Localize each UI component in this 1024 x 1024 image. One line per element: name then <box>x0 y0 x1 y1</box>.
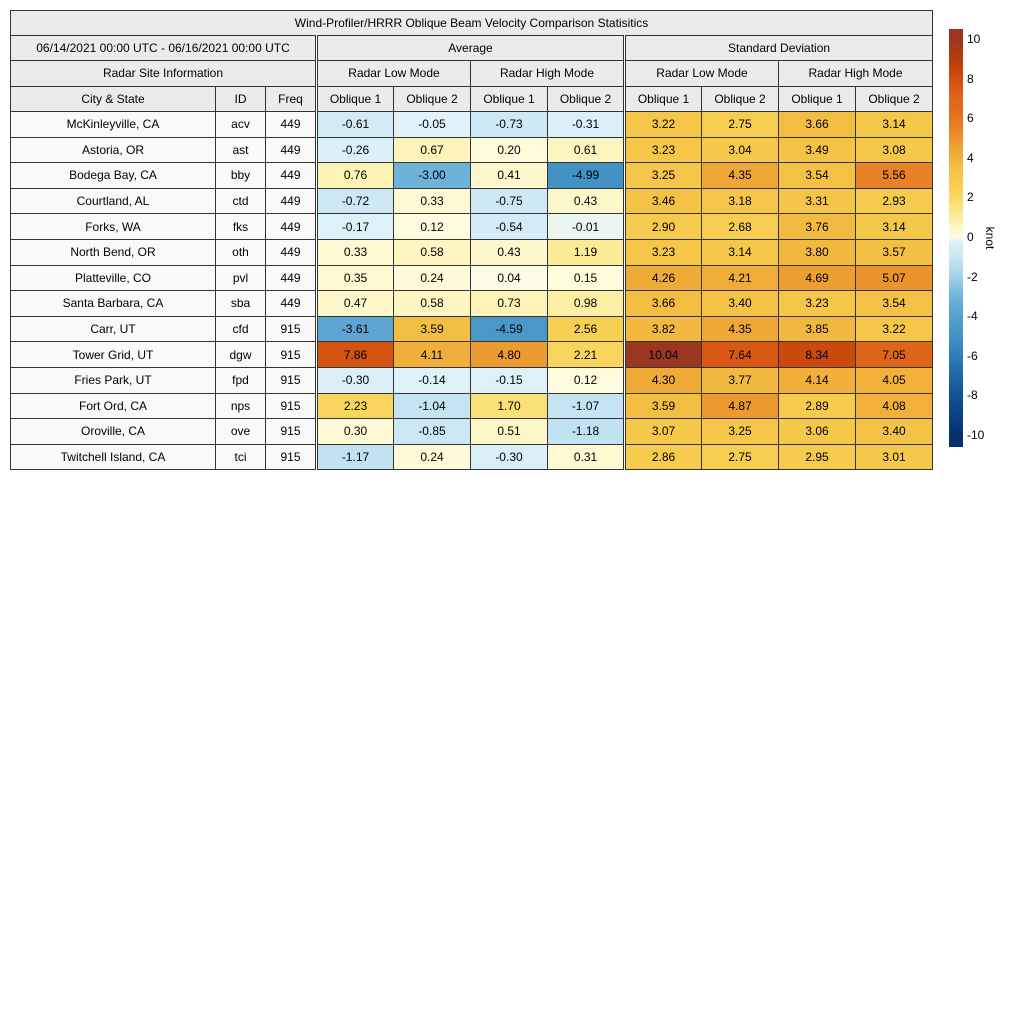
value-cell: 3.85 <box>779 316 856 342</box>
value-cell: 3.77 <box>702 367 779 393</box>
group-header-average: Average <box>317 35 625 61</box>
value-cell: 0.24 <box>394 265 471 291</box>
group-row <box>11 35 933 61</box>
date-range: 06/14/2021 00:00 UTC - 06/16/2021 00:00 UTC <box>11 35 317 61</box>
value-cell: -0.14 <box>394 367 471 393</box>
table-row <box>11 239 933 265</box>
value-cell: 3.23 <box>625 137 702 163</box>
value-cell: 4.14 <box>779 367 856 393</box>
value-cell: 3.59 <box>394 316 471 342</box>
colorbar-tick-label: 8 <box>967 71 974 86</box>
table-row <box>11 163 933 189</box>
value-cell: 3.25 <box>625 163 702 189</box>
freq-cell: 449 <box>266 137 317 163</box>
value-cell: 5.56 <box>856 163 933 189</box>
site-id-cell: fpd <box>216 367 266 393</box>
value-cell: 3.01 <box>856 444 933 470</box>
value-cell: 3.49 <box>779 137 856 163</box>
value-cell: 0.76 <box>317 163 394 189</box>
table-row <box>11 367 933 393</box>
value-cell: -0.01 <box>548 214 625 240</box>
site-id-cell: sba <box>216 291 266 317</box>
site-id-cell: cfd <box>216 316 266 342</box>
value-cell: 3.04 <box>702 137 779 163</box>
colorbar-tick-label: 2 <box>967 190 974 205</box>
colorbar-tick-label: 4 <box>967 150 974 165</box>
freq-cell: 449 <box>266 163 317 189</box>
value-cell: 2.89 <box>779 393 856 419</box>
value-cell: 3.54 <box>779 163 856 189</box>
value-cell: 0.12 <box>394 214 471 240</box>
table-row <box>11 444 933 470</box>
city-cell: Courtland, AL <box>11 188 216 214</box>
value-cell: 2.93 <box>856 188 933 214</box>
city-cell: Fries Park, UT <box>11 367 216 393</box>
value-cell: 4.30 <box>625 367 702 393</box>
value-cell: 7.05 <box>856 342 933 368</box>
value-cell: 0.33 <box>394 188 471 214</box>
table-row <box>11 265 933 291</box>
value-cell: 4.26 <box>625 265 702 291</box>
value-cell: 0.67 <box>394 137 471 163</box>
col-oblique1: Oblique 1 <box>625 86 702 112</box>
value-cell: 0.30 <box>317 419 394 445</box>
value-cell: -0.17 <box>317 214 394 240</box>
value-cell: 4.35 <box>702 316 779 342</box>
value-cell: 0.58 <box>394 239 471 265</box>
value-cell: -0.30 <box>471 444 548 470</box>
freq-cell: 449 <box>266 188 317 214</box>
value-cell: 0.41 <box>471 163 548 189</box>
value-cell: 3.66 <box>779 112 856 138</box>
site-id-cell: tci <box>216 444 266 470</box>
city-cell: Santa Barbara, CA <box>11 291 216 317</box>
value-cell: 8.34 <box>779 342 856 368</box>
colorbar-tick-label: -6 <box>967 348 978 363</box>
value-cell: -4.59 <box>471 316 548 342</box>
value-cell: 4.08 <box>856 393 933 419</box>
col-oblique2: Oblique 2 <box>856 86 933 112</box>
table-row <box>11 316 933 342</box>
mode-row <box>11 61 933 87</box>
table-header <box>11 11 933 112</box>
value-cell: 3.46 <box>625 188 702 214</box>
col-city-state: City & State <box>11 86 216 112</box>
site-id-cell: dgw <box>216 342 266 368</box>
value-cell: 3.14 <box>856 112 933 138</box>
value-cell: 3.25 <box>702 419 779 445</box>
table-row <box>11 419 933 445</box>
city-cell: Forks, WA <box>11 214 216 240</box>
value-cell: 2.86 <box>625 444 702 470</box>
avg-high-mode-header: Radar High Mode <box>471 61 625 87</box>
city-cell: Tower Grid, UT <box>11 342 216 368</box>
table-row <box>11 112 933 138</box>
freq-cell: 449 <box>266 265 317 291</box>
freq-cell: 915 <box>266 342 317 368</box>
city-cell: Oroville, CA <box>11 419 216 445</box>
table-row <box>11 393 933 419</box>
value-cell: -1.17 <box>317 444 394 470</box>
colorbar-tick-label: -8 <box>967 388 978 403</box>
value-cell: -0.73 <box>471 112 548 138</box>
city-cell: Fort Ord, CA <box>11 393 216 419</box>
statistics-table <box>10 10 933 470</box>
city-cell: Astoria, OR <box>11 137 216 163</box>
site-id-cell: bby <box>216 163 266 189</box>
value-cell: 0.31 <box>548 444 625 470</box>
value-cell: 0.12 <box>548 367 625 393</box>
value-cell: 4.87 <box>702 393 779 419</box>
value-cell: 0.20 <box>471 137 548 163</box>
value-cell: 2.56 <box>548 316 625 342</box>
value-cell: 4.21 <box>702 265 779 291</box>
col-oblique1: Oblique 1 <box>317 86 394 112</box>
value-cell: 3.40 <box>702 291 779 317</box>
value-cell: -0.30 <box>317 367 394 393</box>
value-cell: 3.22 <box>856 316 933 342</box>
value-cell: 0.33 <box>317 239 394 265</box>
value-cell: -0.61 <box>317 112 394 138</box>
site-id-cell: pvl <box>216 265 266 291</box>
colorbar-tick-label: 6 <box>967 111 974 126</box>
freq-cell: 449 <box>266 291 317 317</box>
value-cell: 2.23 <box>317 393 394 419</box>
value-cell: 3.40 <box>856 419 933 445</box>
value-cell: 3.06 <box>779 419 856 445</box>
value-cell: 0.98 <box>548 291 625 317</box>
value-cell: 0.73 <box>471 291 548 317</box>
value-cell: 3.82 <box>625 316 702 342</box>
value-cell: 2.21 <box>548 342 625 368</box>
colorbar-unit-label: knot <box>983 226 997 250</box>
freq-cell: 449 <box>266 239 317 265</box>
value-cell: 2.95 <box>779 444 856 470</box>
value-cell: 3.18 <box>702 188 779 214</box>
colorbar-tick-label: -4 <box>967 309 978 324</box>
value-cell: 3.22 <box>625 112 702 138</box>
freq-cell: 915 <box>266 444 317 470</box>
value-cell: 0.43 <box>471 239 548 265</box>
city-cell: Twitchell Island, CA <box>11 444 216 470</box>
city-cell: Platteville, CO <box>11 265 216 291</box>
value-cell: -4.99 <box>548 163 625 189</box>
value-cell: 3.66 <box>625 291 702 317</box>
value-cell: 4.05 <box>856 367 933 393</box>
value-cell: 0.24 <box>394 444 471 470</box>
freq-cell: 915 <box>266 316 317 342</box>
value-cell: -0.05 <box>394 112 471 138</box>
radar-site-info-header: Radar Site Information <box>11 61 317 87</box>
value-cell: 2.90 <box>625 214 702 240</box>
value-cell: 0.15 <box>548 265 625 291</box>
value-cell: 3.76 <box>779 214 856 240</box>
avg-low-mode-header: Radar Low Mode <box>317 61 471 87</box>
value-cell: -0.26 <box>317 137 394 163</box>
col-oblique2: Oblique 2 <box>394 86 471 112</box>
value-cell: 3.23 <box>625 239 702 265</box>
column-header-row <box>11 86 933 112</box>
value-cell: -0.75 <box>471 188 548 214</box>
value-cell: 7.64 <box>702 342 779 368</box>
value-cell: 3.54 <box>856 291 933 317</box>
table-row <box>11 214 933 240</box>
colorbar-tick-label: -2 <box>967 269 978 284</box>
freq-cell: 449 <box>266 214 317 240</box>
col-oblique2: Oblique 2 <box>702 86 779 112</box>
value-cell: 4.69 <box>779 265 856 291</box>
title-row <box>11 11 933 36</box>
value-cell: 2.68 <box>702 214 779 240</box>
std-low-mode-header: Radar Low Mode <box>625 61 779 87</box>
table-row <box>11 137 933 163</box>
site-id-cell: oth <box>216 239 266 265</box>
value-cell: 3.57 <box>856 239 933 265</box>
table-body <box>11 112 933 470</box>
value-cell: 0.04 <box>471 265 548 291</box>
colorbar-tick-label: 10 <box>967 31 981 46</box>
table-row <box>11 188 933 214</box>
site-id-cell: acv <box>216 112 266 138</box>
value-cell: 3.59 <box>625 393 702 419</box>
city-cell: McKinleyville, CA <box>11 112 216 138</box>
freq-cell: 915 <box>266 419 317 445</box>
value-cell: -0.31 <box>548 112 625 138</box>
table-title: Wind-Profiler/HRRR Oblique Beam Velocity Comparison Statisitics <box>11 11 933 36</box>
freq-cell: 915 <box>266 393 317 419</box>
value-cell: 0.58 <box>394 291 471 317</box>
city-cell: Bodega Bay, CA <box>11 163 216 189</box>
value-cell: -1.18 <box>548 419 625 445</box>
value-cell: -1.07 <box>548 393 625 419</box>
value-cell: 0.43 <box>548 188 625 214</box>
colorbar <box>949 29 963 447</box>
value-cell: -1.04 <box>394 393 471 419</box>
col-oblique1: Oblique 1 <box>779 86 856 112</box>
value-cell: 0.51 <box>471 419 548 445</box>
value-cell: 1.19 <box>548 239 625 265</box>
city-cell: North Bend, OR <box>11 239 216 265</box>
colorbar-tick-label: -10 <box>967 428 985 443</box>
col-oblique1: Oblique 1 <box>471 86 548 112</box>
value-cell: -0.15 <box>471 367 548 393</box>
site-id-cell: ctd <box>216 188 266 214</box>
value-cell: 1.70 <box>471 393 548 419</box>
value-cell: -0.85 <box>394 419 471 445</box>
table-row <box>11 291 933 317</box>
value-cell: 10.04 <box>625 342 702 368</box>
std-high-mode-header: Radar High Mode <box>779 61 933 87</box>
city-cell: Carr, UT <box>11 316 216 342</box>
value-cell: 0.47 <box>317 291 394 317</box>
value-cell: 3.23 <box>779 291 856 317</box>
value-cell: 3.80 <box>779 239 856 265</box>
freq-cell: 449 <box>266 112 317 138</box>
col-id: ID <box>216 86 266 112</box>
value-cell: 5.07 <box>856 265 933 291</box>
value-cell: 0.35 <box>317 265 394 291</box>
site-id-cell: ove <box>216 419 266 445</box>
value-cell: 3.07 <box>625 419 702 445</box>
value-cell: 2.75 <box>702 112 779 138</box>
site-id-cell: ast <box>216 137 266 163</box>
value-cell: 3.08 <box>856 137 933 163</box>
group-header-standard-deviation: Standard Deviation <box>625 35 933 61</box>
site-id-cell: fks <box>216 214 266 240</box>
value-cell: 4.80 <box>471 342 548 368</box>
value-cell: 3.31 <box>779 188 856 214</box>
colorbar-tick-label: 0 <box>967 230 974 244</box>
value-cell: 4.11 <box>394 342 471 368</box>
value-cell: 4.35 <box>702 163 779 189</box>
table-row <box>11 342 933 368</box>
freq-cell: 915 <box>266 367 317 393</box>
value-cell: 3.14 <box>856 214 933 240</box>
col-oblique2: Oblique 2 <box>548 86 625 112</box>
value-cell: 0.61 <box>548 137 625 163</box>
value-cell: -0.72 <box>317 188 394 214</box>
site-id-cell: nps <box>216 393 266 419</box>
value-cell: -3.61 <box>317 316 394 342</box>
value-cell: 3.14 <box>702 239 779 265</box>
value-cell: 7.86 <box>317 342 394 368</box>
value-cell: -0.54 <box>471 214 548 240</box>
value-cell: 2.75 <box>702 444 779 470</box>
value-cell: -3.00 <box>394 163 471 189</box>
col-freq: Freq <box>266 86 317 112</box>
